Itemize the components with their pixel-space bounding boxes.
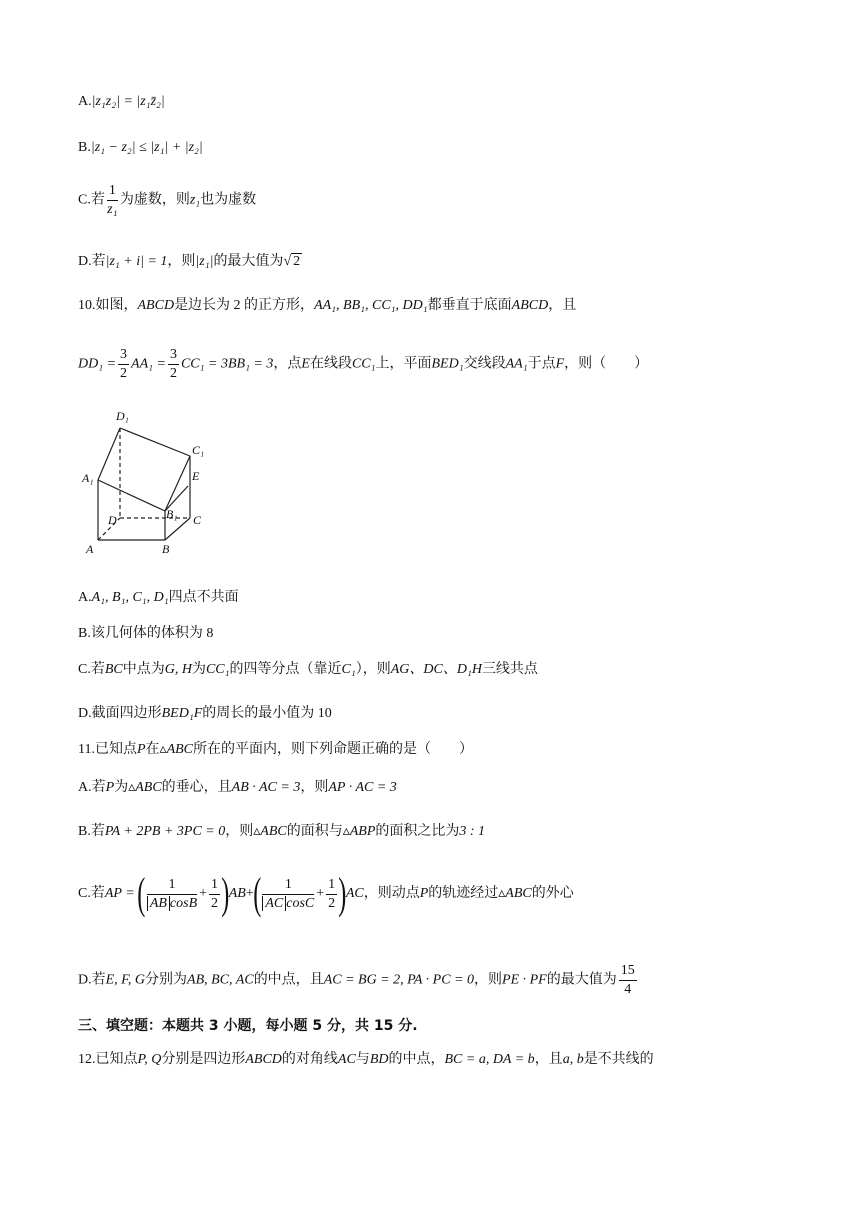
q9-option-a: A.|z₁z₂| = |z₁z̄₂|	[78, 94, 165, 109]
q10-option-a: A.A₁, B₁, C₁, D₁四点不共面	[78, 590, 239, 605]
edge-d1c1	[120, 428, 190, 456]
prism-figure	[80, 408, 220, 558]
label-a1: A₁	[82, 471, 94, 485]
label-d1: D₁	[116, 409, 129, 423]
label-b1: B₁	[166, 507, 178, 521]
q11-option-a: A.若P为▵ABC的垂心，且AB · AC = 3，则AP · AC = 3	[78, 780, 397, 795]
q10-option-c: C.若BC中点为G, H为CC₁的四等分点（靠近C₁），则AG、DC、D₁H三线共点	[78, 662, 538, 677]
q10-stem-line2: DD₁ = $\frac{3}{2}$ AA₁ = $\frac{3}{2}$ CC₁ = 3BB₁ = 3，点E在线段CC₁上，平面BED₁交线段AA₁于点F，则（ ）	[78, 347, 649, 381]
q11-stem: 11.已知点P在▵ABC所在的平面内，则下列命题正确的是（ ）	[78, 742, 474, 757]
edge-bc	[165, 518, 190, 540]
label-a: A	[86, 542, 94, 556]
q10-option-b: B.该几何体的体积为 8	[78, 626, 214, 641]
label-d: D	[108, 513, 117, 527]
q9b-expr: |z₁ − z₂| ≤ |z₁| + |z₂|	[90, 140, 203, 155]
sqrt-value: 2	[293, 254, 301, 269]
q10-option-d: D.截面四边形BED₁F的周长的最小值为 10	[78, 706, 332, 721]
q12-stem: 12.已知点P, Q分别是四边形ABCD的对角线AC与BD的中点，BC = a, DA = b，且a, b是不共线的	[78, 1052, 654, 1067]
q11-option-c: C.若AP = ( $\frac{1}{\text{AB cosB}}$ + $\frac{1}{2}$ )AB+( $\frac{1}{\text{AC cosC}}$ + $\frac{1}{2}$ )AC，则动点P的轨迹经过▵ABC的外心	[78, 869, 574, 918]
label-c1: C₁	[192, 443, 205, 457]
label-c: C	[193, 513, 202, 527]
edge-b1c1	[165, 456, 190, 511]
q10-stem-line1: 10.如图，ABCD是边长为 2 的正方形，AA₁, BB₁, CC₁, DD₁都垂直于底面ABCD，且	[78, 298, 577, 313]
edge-d1a1	[98, 428, 120, 480]
q9-option-c: C.若 $\frac{1}{\text{z₁}}$ 为虚数，则z₁也为虚数	[78, 183, 257, 217]
q9-option-b: B.|z₁ − z₂| ≤ |z₁| + |z₂|	[78, 140, 203, 155]
q11-option-d: D.若E, F, G分别为AB, BC, AC的中点，且AC = BG = 2, PA · PC = 0，则PE · PF的最大值为 $\frac{15}{4}$	[78, 963, 635, 997]
q9-option-d: D.若|z₁ + i| = 1，则|z₁|的最大值为√ 2	[78, 254, 301, 269]
label-e: E	[192, 469, 200, 483]
q11-option-b: B.若PA + 2PB + 3PC = 0，则▵ABC的面积与▵ABP的面积之比为3 : 1	[78, 824, 486, 839]
q9c-fraction: $\frac{1}{\text{z₁}}$	[107, 183, 118, 217]
edge-a1b1	[98, 480, 165, 511]
label-b: B	[162, 542, 170, 556]
section-heading: 三、填空题：本题共 3 小题，每小题 5 分，共 15 分.	[78, 1018, 418, 1034]
q9a-expr: |z₁z₂| = |z₁z̄₂|	[91, 94, 165, 109]
